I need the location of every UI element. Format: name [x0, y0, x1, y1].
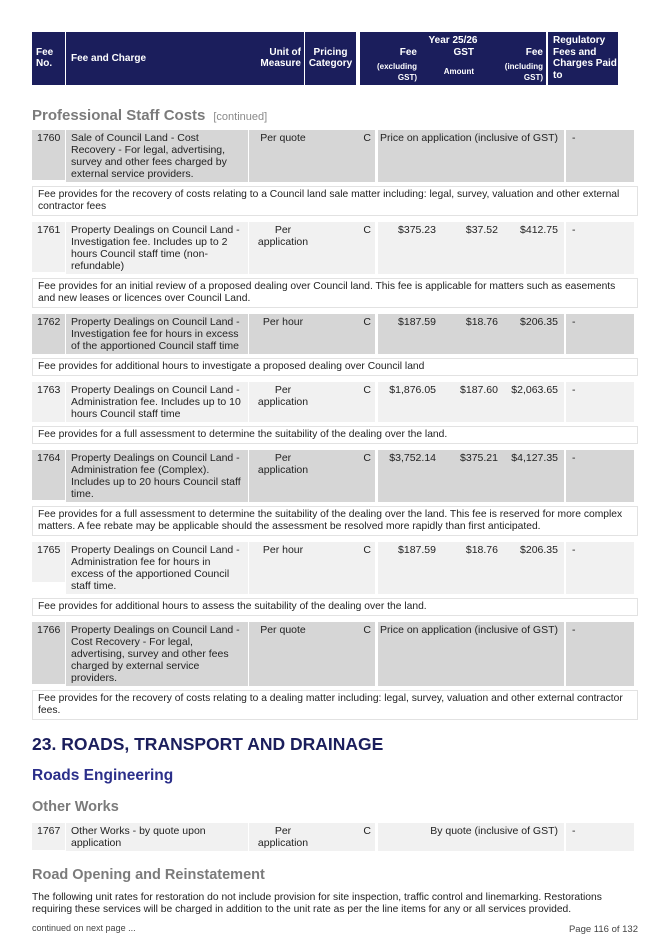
header-fee-incl-sub: (including GST) [504, 62, 543, 82]
header-fee-excl: Fee [399, 47, 417, 58]
fee-number: 1760 [32, 130, 65, 180]
fee-incl-gst: $206.35 [502, 542, 564, 594]
table-row [32, 450, 638, 502]
gst-amount: $37.52 [440, 222, 502, 274]
unit-of-measure: Per application [249, 450, 321, 502]
fee-note: Fee provides for the recovery of costs relating to a dealing matter including: legal, survey, valuation and other external contractor fees. [32, 690, 638, 720]
pricing-category: C [321, 382, 375, 422]
unit-of-measure: Per quote [249, 130, 321, 182]
fee-description: Property Dealings on Council Land - Administration fee for hours in excess of the apportioned Council staff time. [66, 542, 248, 594]
header-regulatory: Regulatory Fees and Charges Paid to [548, 32, 618, 85]
fee-note: Fee provides for a full assessment to determine the suitability of the dealing over the land. This fee is reserved for more complex matters. A fee rebate may be applicable should the assessment be resolved more rapidly than first anticipated. [32, 506, 638, 536]
table-row [32, 823, 638, 851]
section-title-text: Professional Staff Costs [32, 107, 206, 124]
table-row [32, 382, 638, 422]
fee-note: Fee provides for an initial review of a proposed dealing over Council land. This fee is applicable for matters such as easements and new leases or licences over Council Land. [32, 278, 638, 308]
fee-number: 1765 [32, 542, 65, 582]
section-continued: [continued] [213, 111, 268, 123]
gst-amount: $187.60 [440, 382, 502, 422]
fee-note: Fee provides for additional hours to investigate a proposed dealing over Council land [32, 358, 638, 376]
fee-schedule-page [32, 32, 638, 916]
unit-of-measure: Per application [249, 823, 321, 851]
fee-number: 1762 [32, 314, 65, 354]
regulatory-value: - [566, 542, 634, 594]
header-pricing-category: Pricing Category [305, 32, 356, 85]
header-unit-of-measure: Unit of Measure [248, 32, 304, 85]
page-number: Page 116 of 132 [568, 924, 638, 935]
fee-note: Fee provides for additional hours to assess the suitability of the dealing over the land. [32, 598, 638, 616]
price-on-application: Price on application (inclusive of GST) [378, 622, 564, 686]
fee-description: Property Dealings on Council Land - Cost Recovery - For legal, advertising, survey and other fees charged by external service providers. [66, 622, 248, 686]
regulatory-value: - [566, 450, 634, 502]
header-fee-excl-sub: (excluding GST) [376, 62, 417, 82]
price-on-application: Price on application (inclusive of GST) [378, 130, 564, 182]
header-gst: GST [453, 47, 474, 58]
header-fee-incl: Fee [525, 47, 543, 58]
fee-description: Property Dealings on Council Land - Administration fee. Includes up to 10 hours Council staff time [66, 382, 248, 422]
table-row [32, 222, 638, 274]
pricing-category: C [321, 542, 375, 594]
fee-incl-gst: $206.35 [502, 314, 564, 354]
fee-note: Fee provides for a full assessment to determine the suitability of the dealing over the land. [32, 426, 638, 444]
fee-description: Sale of Council Land - Cost Recovery - For legal, advertising, survey and other fees charged by external service providers. [66, 130, 248, 182]
pricing-category: C [321, 130, 375, 182]
fee-incl-gst: $4,127.35 [502, 450, 564, 502]
section-title [32, 107, 638, 124]
price-by-quote: By quote (inclusive of GST) [378, 823, 564, 851]
table-row [32, 622, 638, 686]
fee-incl-gst: $2,063.65 [502, 382, 564, 422]
other-works-heading: Other Works [32, 799, 119, 815]
road-opening-text: The following unit rates for restoration do not include provision for site inspection, traffic control and linemarking. Restorations requiring these services will be charged in addition to the unit rate as per the line items for any or all services provided. [32, 892, 602, 915]
header-fee-and-charge: Fee and Charge [66, 32, 248, 85]
fee-excl-gst: $375.23 [378, 222, 440, 274]
fee-note: Fee provides for the recovery of costs relating to a Council land sale matter including: legal, survey, valuation and other external contractor fees [32, 186, 638, 216]
table-row [32, 130, 638, 182]
fee-description: Property Dealings on Council Land - Investigation fee. Includes up to 2 hours Council staff time (non-refundable) [66, 222, 248, 274]
fee-rows [32, 130, 638, 720]
unit-of-measure: Per hour [249, 314, 321, 354]
header-year: Year 25/26 [428, 35, 478, 46]
pricing-category: C [321, 314, 375, 354]
pricing-category: C [321, 823, 375, 851]
header-year-group [360, 32, 546, 85]
pricing-category: C [321, 222, 375, 274]
fee-excl-gst: $1,876.05 [378, 382, 440, 422]
unit-of-measure: Per quote [249, 622, 321, 686]
gst-amount: $18.76 [440, 542, 502, 594]
fee-number: 1763 [32, 382, 65, 422]
fee-number: 1767 [32, 823, 65, 850]
table-row [32, 314, 638, 354]
fee-description: Other Works - by quote upon application [66, 823, 248, 851]
gst-amount: $375.21 [440, 450, 502, 502]
fee-description: Property Dealings on Council Land - Administration fee (Complex). Includes up to 20 hours Council staff time. [66, 450, 248, 502]
regulatory-value: - [566, 222, 634, 274]
header-gst-sub: Amount [443, 67, 474, 76]
regulatory-value: - [566, 382, 634, 422]
unit-of-measure: Per application [249, 222, 321, 274]
table-header [32, 32, 638, 85]
roads-engineering-heading: Roads Engineering [32, 767, 174, 784]
unit-of-measure: Per application [249, 382, 321, 422]
fee-number: 1764 [32, 450, 65, 500]
header-fee-no: Fee No. [32, 32, 65, 85]
regulatory-value: - [566, 314, 634, 354]
continued-note: continued on next page ... [32, 923, 136, 933]
fee-description: Property Dealings on Council Land - Investigation fee for hours in excess of the apportioned Council staff time [66, 314, 248, 354]
regulatory-value: - [566, 823, 634, 851]
fee-number: 1766 [32, 622, 65, 684]
fee-number: 1761 [32, 222, 65, 272]
regulatory-value: - [566, 130, 634, 182]
pricing-category: C [321, 622, 375, 686]
gst-amount: $18.76 [440, 314, 502, 354]
fee-excl-gst: $187.59 [378, 542, 440, 594]
pricing-category: C [321, 450, 375, 502]
fee-excl-gst: $3,752.14 [378, 450, 440, 502]
road-opening-heading: Road Opening and Reinstatement [32, 867, 265, 883]
regulatory-value: - [566, 622, 634, 686]
chapter-heading: 23. ROADS, TRANSPORT AND DRAINAGE [32, 734, 384, 754]
fee-excl-gst: $187.59 [378, 314, 440, 354]
fee-incl-gst: $412.75 [502, 222, 564, 274]
unit-of-measure: Per hour [249, 542, 321, 594]
table-row [32, 542, 638, 594]
